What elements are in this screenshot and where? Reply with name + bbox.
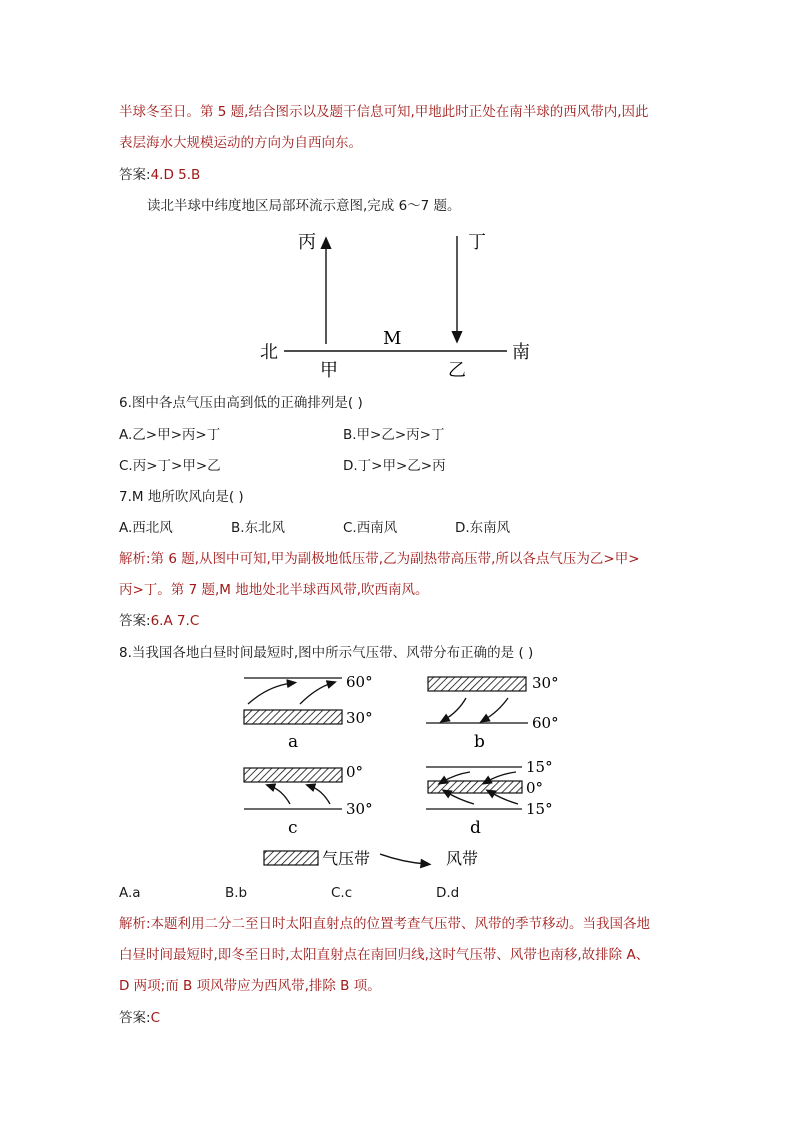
q6-option-d: D.丁>甲>乙>丙 [343, 458, 446, 474]
legend-wind-arrow [380, 854, 426, 864]
text-line: 半球冬至日。第 5 题,结合图示以及题干信息可知,甲地此时正处在南半球的西风带内,因此 [119, 104, 649, 120]
pressure-belt [428, 781, 522, 793]
answer-line [119, 1008, 160, 1028]
pressure-belt [244, 768, 342, 782]
q6-option-b: B.甲>乙>丙>丁 [343, 427, 445, 443]
q8-option-d: D.d [436, 885, 460, 901]
explanation-line: 解析:本题利用二分二至日时太阳直射点的位置考查气压带、风带的季节移动。当我国各地 [119, 916, 651, 932]
wind-arrow [310, 786, 330, 804]
answer-label: 答案: [119, 167, 151, 183]
q7-option-d: D.东南风 [455, 520, 511, 536]
question-6: 6.图中各点气压由高到低的正确排列是( ) [119, 395, 363, 411]
explanation-line: 丙>丁。第 7 题,M 地地处北半球西风带,吹西南风。 [119, 582, 429, 598]
answer-label: 答案: [119, 613, 151, 629]
label-ding: 丁 [468, 232, 486, 253]
panel-label: b [474, 732, 485, 752]
label-yi: 乙 [448, 360, 466, 381]
pressure-belt [428, 677, 526, 691]
lat-label: 15° [526, 800, 553, 818]
label-bing: 丙 [298, 232, 316, 253]
panel-a [244, 673, 373, 752]
explanation-line: 解析:第 6 题,从图中可知,甲为副极地低压带,乙为副热带高压带,所以各点气压为乙>甲> [119, 551, 640, 567]
explanation-line: D 两项;而 B 项风带应为西风带,排除 B 项。 [119, 978, 381, 994]
label-north: 北 [260, 342, 278, 363]
wind-arrow [444, 698, 466, 720]
q8-option-b: B.b [225, 885, 248, 901]
legend-pressure-label: 气压带 [322, 849, 371, 868]
wind-arrow [490, 792, 518, 804]
answer-line [119, 165, 200, 185]
panel-b [426, 674, 559, 752]
pressure-wind-belts-figure [230, 668, 570, 880]
q8-option-a: A.a [119, 885, 141, 901]
answer-label: 答案: [119, 1010, 151, 1026]
panel-label: d [470, 818, 481, 838]
panel-c [244, 763, 373, 838]
question-8: 8.当我国各地白昼时间最短时,图中所示气压带、风带分布正确的是 ( ) [119, 645, 534, 661]
label-jia: 甲 [320, 360, 338, 381]
lat-label: 30° [346, 709, 373, 727]
answer-line [119, 611, 199, 631]
question-intro: 读北半球中纬度地区局部环流示意图,完成 6～7 题。 [147, 198, 461, 214]
explanation-line: 白昼时间最短时,即冬至日时,太阳直射点在南回归线,这时气压带、风带也南移,故排除 A、 [119, 947, 650, 963]
panel-d [426, 758, 553, 838]
label-m: M [383, 328, 402, 349]
q6-option-a: A.乙>甲>丙>丁 [119, 427, 221, 443]
wind-arrow [446, 792, 474, 804]
q7-option-a: A.西北风 [119, 520, 173, 536]
lat-label: 15° [526, 758, 553, 776]
lat-label: 0° [346, 763, 364, 781]
q8-option-c: C.c [331, 885, 353, 901]
lat-label: 30° [532, 674, 559, 692]
answer-value: C [150, 1010, 160, 1026]
wind-arrow [270, 786, 290, 804]
q7-option-b: B.东北风 [231, 520, 286, 536]
panel-label: a [288, 732, 299, 752]
lat-label: 0° [526, 779, 544, 797]
q6-option-c: C.丙>丁>甲>乙 [119, 458, 221, 474]
pressure-belt [244, 710, 342, 724]
q7-option-c: C.西南风 [343, 520, 398, 536]
question-7: 7.M 地所吹风向是( ) [119, 489, 244, 505]
answer-value: 4.D 5.B [150, 167, 201, 183]
panel-label: c [288, 818, 298, 838]
label-south: 南 [512, 342, 530, 363]
legend-wind-label: 风带 [446, 849, 479, 868]
lat-label: 30° [346, 800, 373, 818]
legend-pressure-swatch [264, 851, 318, 865]
text-line: 表层海水大规模运动的方向为自西向东。 [119, 135, 362, 151]
wind-arrow [248, 683, 292, 704]
wind-arrow [484, 698, 508, 720]
circulation-diagram [250, 222, 550, 382]
wind-arrow [300, 683, 332, 704]
answer-value: 6.A 7.C [150, 613, 200, 629]
lat-label: 60° [346, 673, 373, 691]
lat-label: 60° [532, 714, 559, 732]
figure-legend [264, 849, 478, 868]
